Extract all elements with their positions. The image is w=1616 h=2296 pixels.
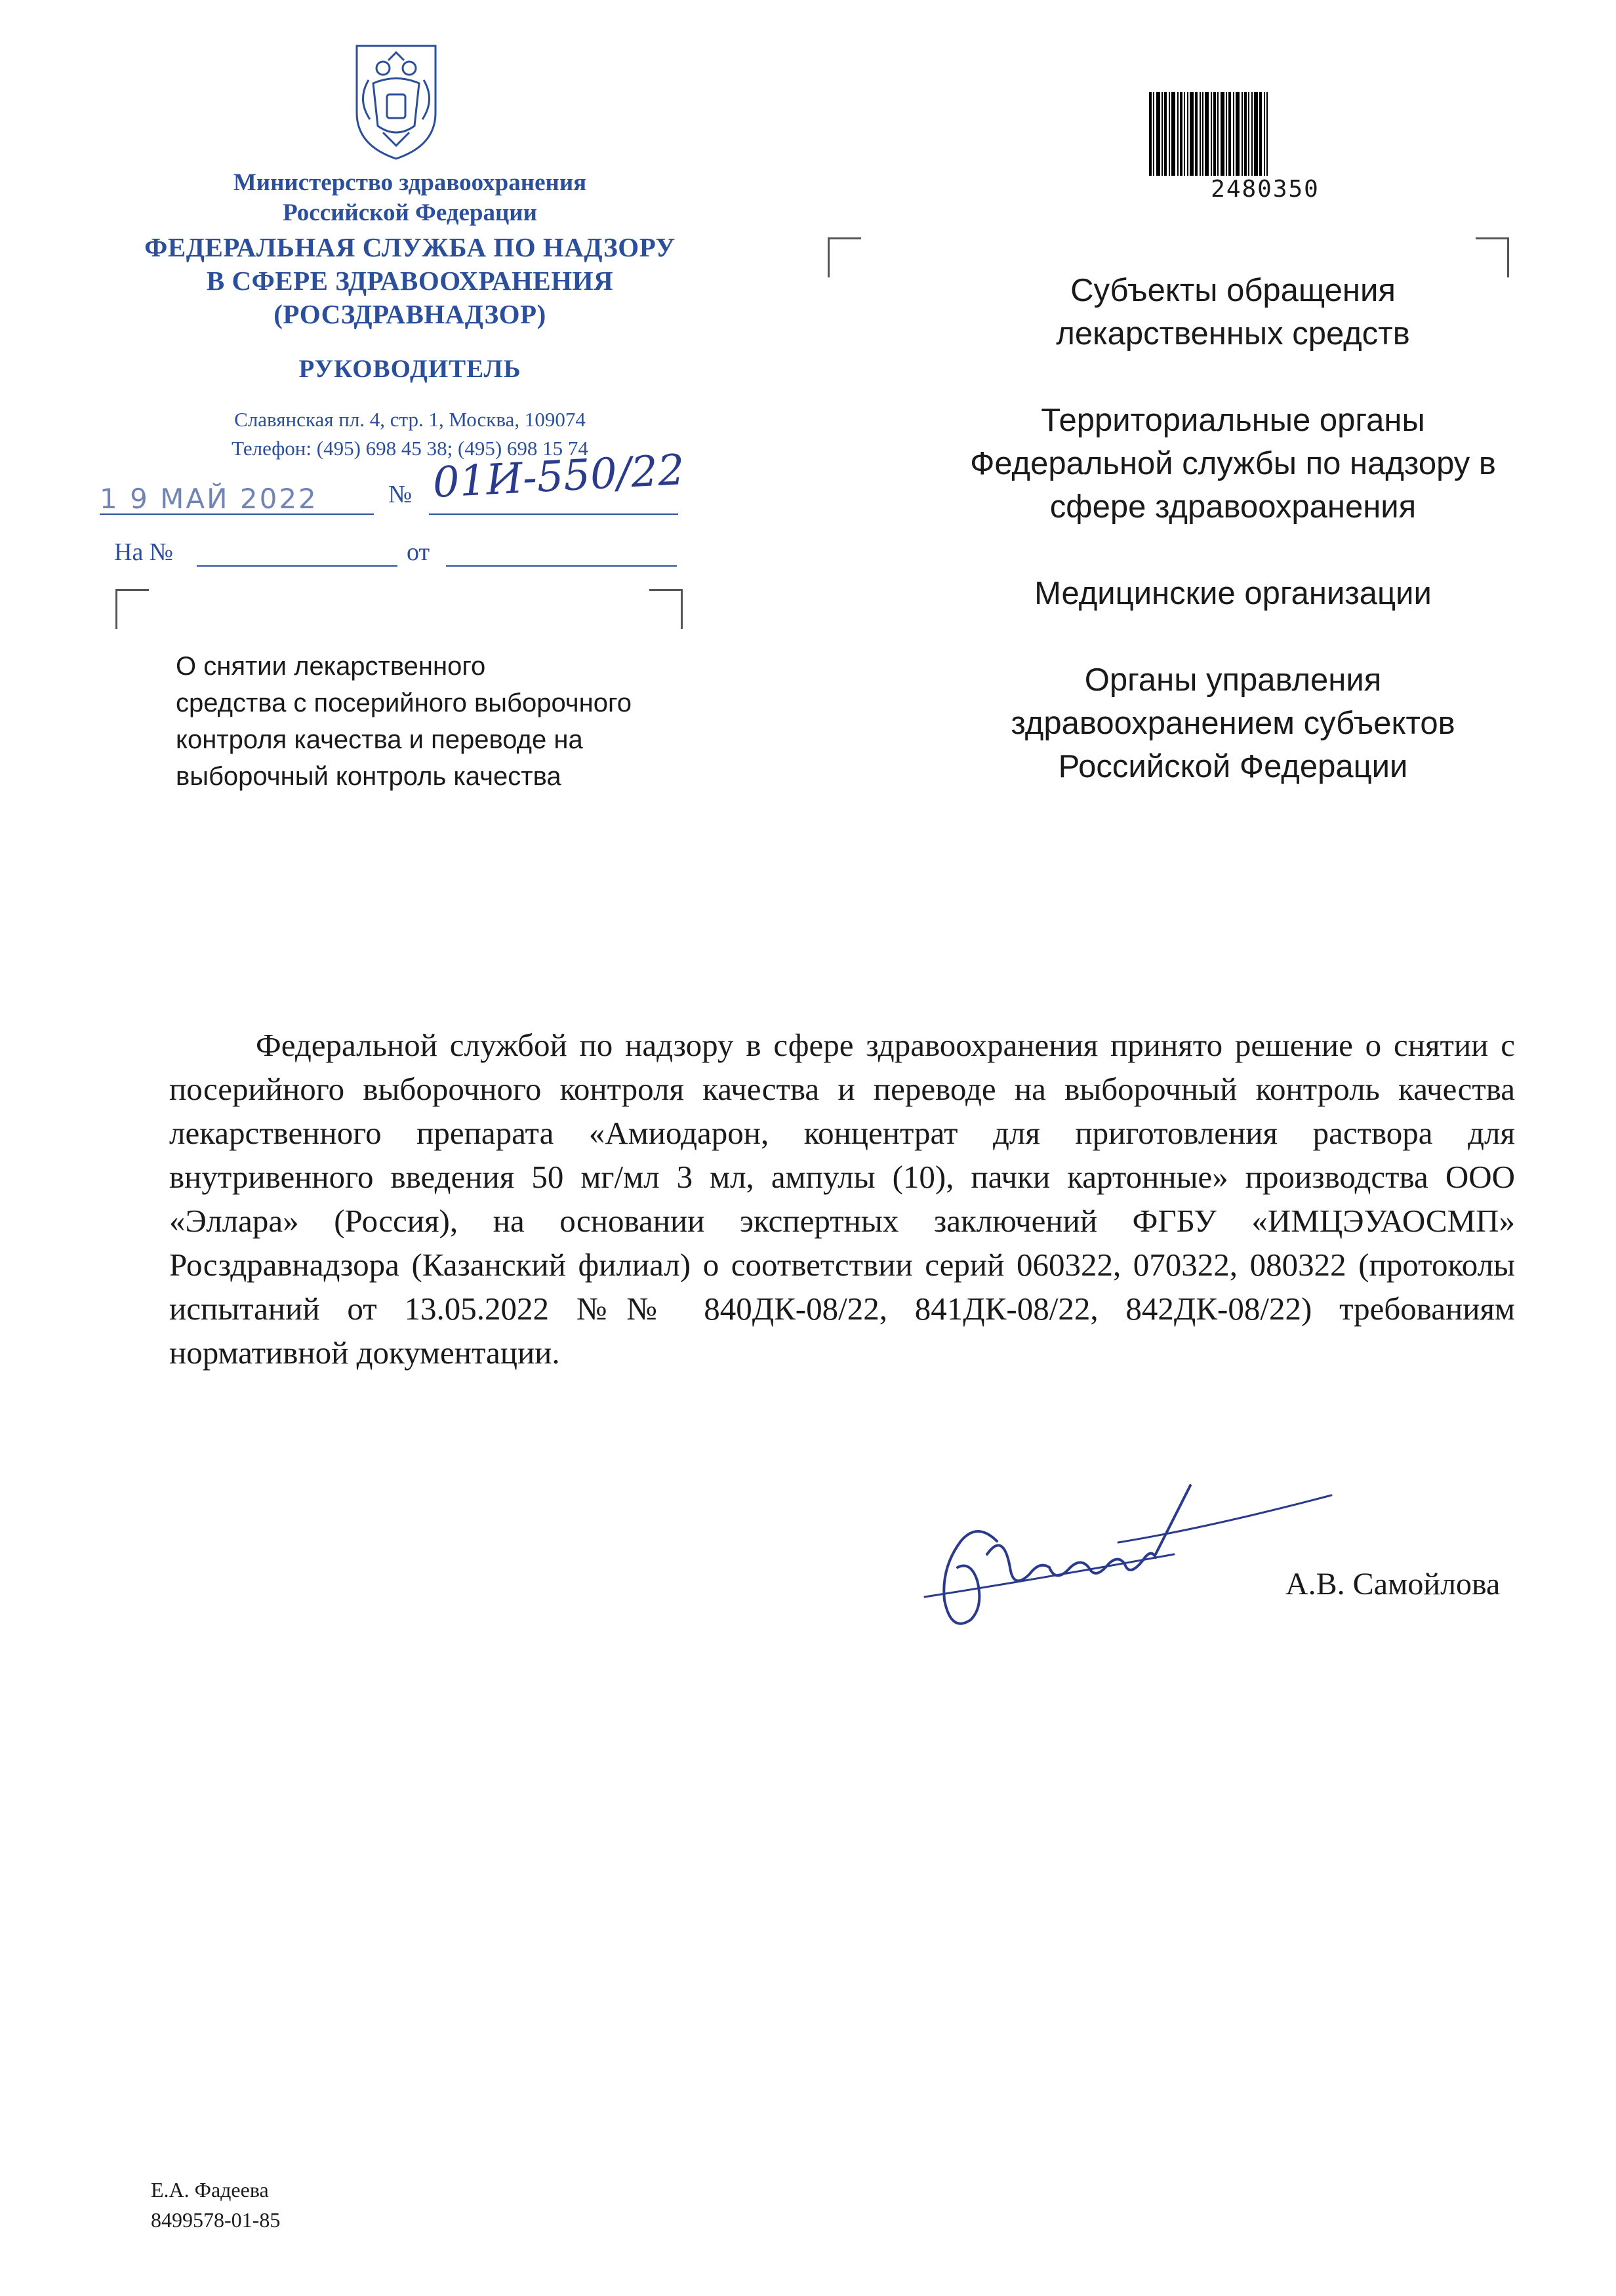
barcode-bar (1254, 92, 1258, 176)
barcode-number: 2480350 (1211, 176, 1320, 203)
signatory-name: А.В. Самойлова (1285, 1567, 1501, 1601)
reference-number-underline (197, 565, 397, 567)
letter-body: Федеральной службой по надзору в сфере здравоохранения принято решение о снятии с посерийного выборочного контроля качества и переводе на выборочный контроль качества лекарственного препарата «Амиодарон, концентрат для приготовления раствора для внутривенного введения 50 мг/мл 3 мл, ампулы (10), пачки картонные» производства ООО «Эллара» (Россия), на основании экспертных заключений ФГБУ «ИМЦЭУАОСМП» Росздравнадзора (Казанский филиал) о соответствии серий 060322, 070322, 080322 (протоколы испытаний от 13.05.2022 №№ 840ДК-08/22, 841ДК-08/22, 842ДК-08/22) требованиям нормативной документации. (169, 1027, 1515, 1371)
barcode-bar (1164, 92, 1167, 176)
barcode-bar (1244, 92, 1247, 176)
barcode-bar (1184, 92, 1185, 176)
barcode-bar (1211, 92, 1212, 176)
barcode-bar (1156, 92, 1160, 176)
reference-number-label: На № (114, 538, 174, 566)
barcode-bar (1202, 92, 1203, 176)
barcode (1146, 92, 1384, 177)
subject-corner-left (115, 589, 149, 629)
barcode-bar (1200, 92, 1201, 176)
barcode-bar (1221, 92, 1224, 176)
barcode-bar (1169, 92, 1170, 176)
subject-corner-right (649, 589, 683, 629)
barcode-bar (1236, 92, 1240, 176)
barcode-bar (1242, 92, 1243, 176)
barcode-bar (1171, 92, 1175, 176)
reference-date-label: от (407, 538, 430, 566)
barcode-bar (1266, 92, 1268, 176)
barcode-bar (1190, 92, 1194, 176)
barcode-bar (1162, 92, 1163, 176)
barcode-bar (1205, 92, 1209, 176)
barcode-bar (1149, 92, 1152, 176)
recipient-group: Территориальные органы Федеральной службы по надзору в сфере здравоохранения (970, 403, 1496, 525)
barcode-bar (1233, 92, 1234, 176)
date-underline (100, 514, 374, 515)
number-label: № (388, 481, 413, 508)
date-stamp: 1 9 МАЙ 2022 (100, 483, 318, 515)
barcode-bar (1228, 92, 1231, 176)
reference-date-underline (446, 565, 677, 567)
recipients-block (905, 269, 1561, 832)
address-block: Славянская пл. 4, стр. 1, Москва, 109074 Телефон: (495) 698 45 38; (495) 698 15 74 (232, 408, 588, 460)
barcode-bar (1259, 92, 1262, 176)
barcode-bar (1217, 92, 1219, 176)
barcode-bar (1177, 92, 1179, 176)
barcode-bar (1153, 92, 1154, 176)
barcode-bar (1226, 92, 1227, 176)
executor-block (151, 2175, 280, 2235)
letter-subject: О снятии лекарственного средства с посерийного выборочного контроля качества и переводе на выборочный контроль качества (176, 652, 632, 791)
barcode-bar (1251, 92, 1253, 176)
registration-number: 01И-550/22 (432, 445, 686, 508)
head-title: РУКОВОДИТЕЛЬ (298, 355, 521, 383)
recipient-group: Медицинские организации (1034, 576, 1432, 611)
recipient-group: Органы управления здравоохранением субъектов Российской Федерации (1011, 662, 1455, 784)
recipient-corner-left (828, 237, 861, 277)
coat-of-arms-icon (344, 34, 449, 163)
barcode-bar (1248, 92, 1249, 176)
number-underline (429, 514, 678, 515)
ministry-name: Министерство здравоохранения Российской Федерации (233, 169, 587, 226)
service-name: ФЕДЕРАЛЬНАЯ СЛУЖБА ПО НАДЗОРУ В СФЕРЕ ЗДРАВООХРАНЕНИЯ (РОСЗДРАВНАДЗОР) (144, 232, 676, 329)
barcode-bar (1213, 92, 1216, 176)
barcode-bar (1187, 92, 1188, 176)
executor-phone: 8499578-01-85 (151, 2208, 281, 2232)
executor-name: Е.А. Фадеева (151, 2178, 269, 2202)
recipient-group: Субъекты обращения лекарственных средств (1056, 273, 1410, 352)
handwritten-signature (899, 1469, 1344, 1666)
barcode-bar (1195, 92, 1198, 176)
barcode-bar (1264, 92, 1265, 176)
barcode-bar (1180, 92, 1182, 176)
